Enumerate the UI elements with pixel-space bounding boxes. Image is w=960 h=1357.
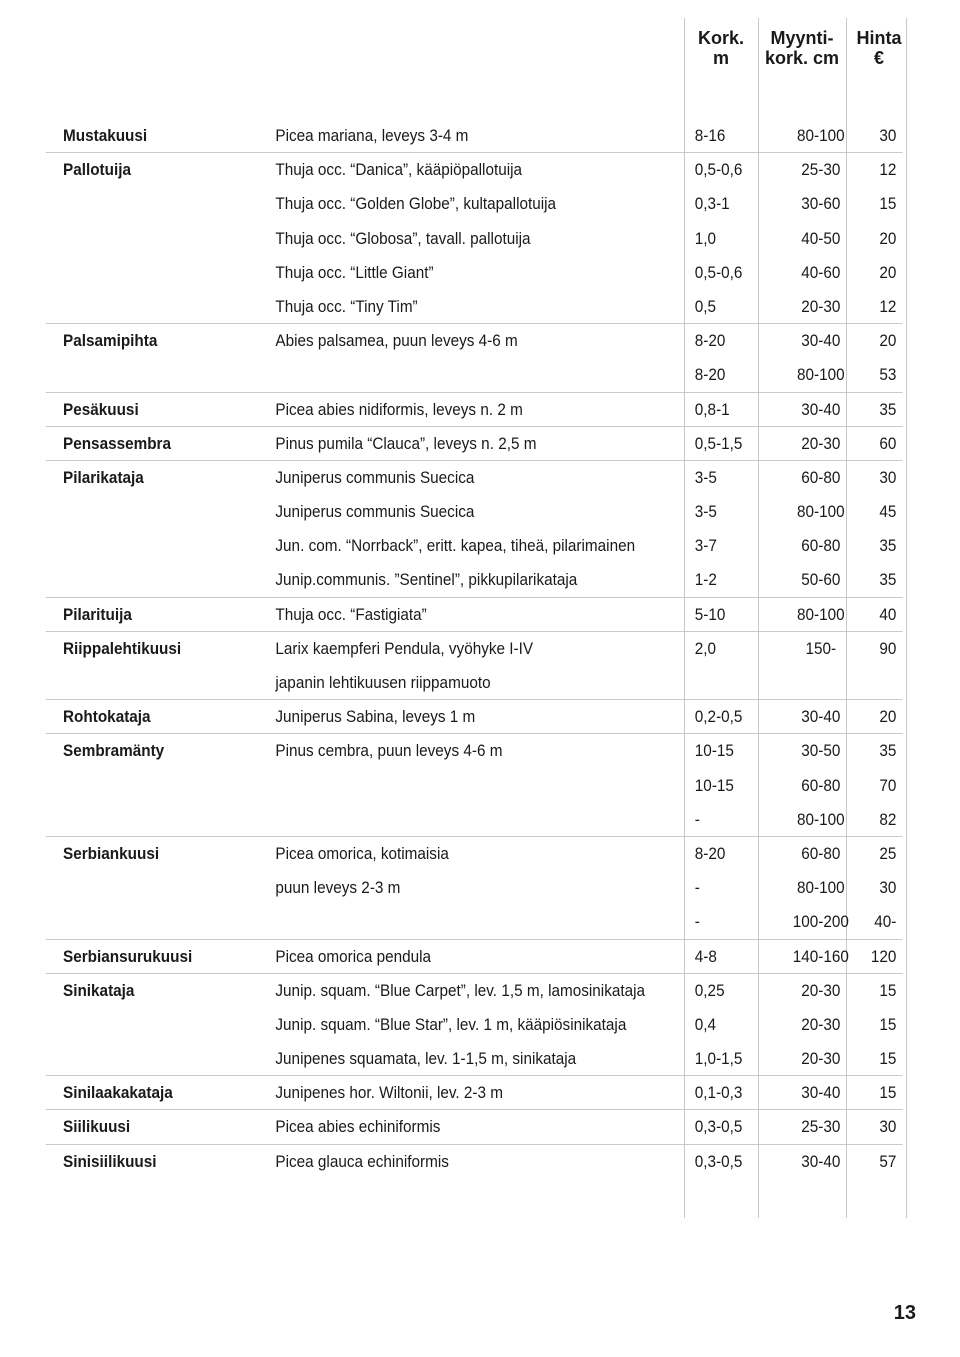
height-value: 0,5 [694,296,717,316]
price-value: 120 [870,946,897,966]
price-value: 15 [879,1083,897,1103]
sales-height-value: 50-60 [801,570,841,590]
botanical-name: Thuja occ. “Tiny Tim” [275,296,418,316]
plant-name: Serbiansurukuusi [63,946,193,966]
sales-height-value: 30-50 [801,741,841,761]
botanical-name: puun leveys 2-3 m [275,878,401,898]
botanical-name: Pinus cembra, puun leveys 4-6 m [275,741,503,761]
botanical-name: Pinus pumila “Clauca”, leveys n. 2,5 m [275,433,537,453]
table-row [0,358,959,392]
sales-height-value: 20-30 [801,296,841,316]
header-height-line1: Kork. [697,28,744,48]
botanical-name: Junip.communis. ”Sentinel”, pikkupilarikataja [275,570,578,590]
sales-height-value: 80-100 [796,878,845,898]
table-row [0,153,959,187]
height-value: 8-20 [694,843,726,863]
botanical-name: Thuja occ. “Little Giant” [275,262,434,282]
table-row [0,187,959,221]
height-value: 8-16 [694,126,726,145]
table-row [0,563,959,597]
plant-name: Rohtokataja [63,707,151,727]
table-row [0,222,959,256]
price-value: 12 [879,296,897,316]
header-sales-height [758,28,846,68]
height-value: 0,3-1 [694,194,730,214]
table-row [0,871,959,905]
price-value: 15 [879,194,897,214]
botanical-name: Larix kaempferi Pendula, vyöhyke I-IV [275,638,534,658]
sales-height-value: 20-30 [801,1014,841,1034]
height-value: 0,5-0,6 [694,262,743,282]
table-row [0,495,959,529]
price-value: 15 [879,1014,897,1034]
sales-height-value: 40-60 [801,262,841,282]
botanical-name: Thuja occ. “Globosa”, tavall. pallotuija [275,228,531,248]
header-height-line2: m [712,48,729,68]
plant-name: Pilarikataja [63,467,144,487]
table-row [0,1110,959,1144]
sales-height-value: 25-30 [801,1117,841,1137]
plant-name: Pallotuija [63,160,132,180]
botanical-name: Junip. squam. “Blue Star”, lev. 1 m, kääpiösinikataja [275,1014,627,1034]
price-value: 35 [879,536,897,556]
header-height [686,28,756,68]
header-price-line1: Hinta [856,28,902,48]
price-value: 25 [879,843,897,863]
plant-name: Sinisiilikuusi [63,1151,157,1171]
botanical-name: Jun. com. “Norrback”, eritt. kapea, tiheä, pilarimainen [275,536,636,556]
sales-height-value: 30-40 [801,1151,841,1171]
header-price [846,28,912,68]
height-value: - [694,809,700,829]
sales-height-value: 80-100 [796,126,845,145]
table-row [0,769,959,803]
price-value: 30 [879,878,897,898]
sales-height-value: 60-80 [801,536,841,556]
sales-height-value: 140-160 [792,946,849,966]
height-value: 10-15 [694,741,734,761]
price-value: 53 [879,365,897,385]
header-sales-height-line2: kork. cm [764,48,840,68]
sales-height-value: 20-30 [801,1049,841,1069]
botanical-name: Picea omorica pendula [275,946,432,966]
height-value: 1-2 [694,570,717,590]
sales-height-value: 30-40 [801,1083,841,1103]
sales-height-value: 150- [805,638,837,658]
botanical-name: Junipenes hor. Wiltonii, lev. 2-3 m [275,1083,504,1103]
botanical-name: Thuja occ. “Golden Globe”, kultapallotuija [275,194,557,214]
height-value: 0,5-1,5 [694,433,743,453]
table-row [0,290,959,324]
height-value: 3-5 [694,467,717,487]
sales-height-value: 80-100 [796,604,845,624]
height-value: 1,0 [694,228,717,248]
botanical-name: Picea glauca echiniformis [275,1151,449,1171]
sales-height-value: 60-80 [801,775,841,795]
price-value: 70 [879,775,897,795]
sales-height-value: 20-30 [801,980,841,1000]
header-sales-height-line1: Myynti- [770,28,834,48]
table-row [0,529,959,563]
price-value: 20 [879,228,897,248]
height-value: 0,8-1 [694,399,730,419]
height-value: 1,0-1,5 [694,1049,743,1069]
plant-name: Sinikataja [63,980,135,1000]
sales-height-value: 20-30 [801,433,841,453]
price-value: 15 [879,980,897,1000]
height-value: - [694,878,700,898]
price-value: 20 [879,707,897,727]
height-value: 0,4 [694,1014,717,1034]
table-row [0,461,959,495]
sales-height-value: 30-40 [801,399,841,419]
price-value: 35 [879,399,897,419]
table-row [0,119,959,153]
price-value: 15 [879,1049,897,1069]
price-value: 35 [879,570,897,590]
height-value: 4-8 [694,946,717,966]
height-value: 0,1-0,3 [694,1083,743,1103]
botanical-name: Thuja occ. “Fastigiata” [275,604,427,624]
price-value: 12 [879,160,897,180]
table-row [0,324,959,358]
height-value: 3-7 [694,536,717,556]
sales-height-value: 30-60 [801,194,841,214]
price-value: 60 [879,433,897,453]
sales-height-value: 25-30 [801,160,841,180]
price-value: 20 [879,331,897,351]
table-row [0,803,959,837]
botanical-name: Junip. squam. “Blue Carpet”, lev. 1,5 m, lamosinikataja [275,980,646,1000]
height-value: 0,2-0,5 [694,707,743,727]
page-number: 13 [893,1302,916,1324]
sales-height-value: 30-40 [801,707,841,727]
price-value: 30 [879,467,897,487]
sales-height-value: 100-200 [792,912,849,932]
table-row [0,940,959,974]
table-row [0,1008,959,1042]
botanical-name: Juniperus Sabina, leveys 1 m [275,707,476,727]
height-value: 10-15 [694,775,734,795]
table-row [0,598,959,632]
table-row [0,1042,959,1076]
plant-name: Serbiankuusi [63,843,160,863]
sales-height-value: 80-100 [796,502,845,522]
botanical-name: japanin lehtikuusen riippamuoto [275,673,491,692]
price-value: 40- [874,912,897,932]
table-row [0,905,959,939]
table-row [0,734,959,768]
price-value: 57 [879,1151,897,1171]
table-row [0,700,959,734]
sales-height-value: 80-100 [796,365,845,385]
sales-height-value: 60-80 [801,843,841,863]
botanical-name: Juniperus communis Suecica [275,502,475,522]
botanical-name: Picea omorica, kotimaisia [275,843,449,863]
botanical-name: Abies palsamea, puun leveys 4-6 m [275,331,518,351]
botanical-name: Picea mariana, leveys 3-4 m [275,126,469,145]
plant-name: Mustakuusi [63,126,148,145]
price-value: 90 [879,638,897,658]
height-value: 0,25 [694,980,725,1000]
plant-name: Pilarituija [63,604,132,624]
sales-height-value: 80-100 [796,809,845,829]
plant-name: Pesäkuusi [63,399,139,419]
plant-name: Siilikuusi [63,1117,131,1137]
table-row [0,666,959,700]
height-value: 8-20 [694,331,726,351]
botanical-name: Juniperus communis Suecica [275,467,475,487]
table-row [0,974,959,1008]
plant-name: Pensassembra [63,433,172,453]
header-price-line2: € [873,48,884,68]
plant-name: Palsamipihta [63,331,158,351]
plant-name: Sinilaakakataja [63,1083,173,1103]
price-value: 20 [879,262,897,282]
botanical-name: Thuja occ. “Danica”, kääpiöpallotuija [275,160,523,180]
table-row [0,837,959,871]
price-value [857,666,897,700]
price-value: 30 [879,126,897,145]
price-value: 35 [879,741,897,761]
botanical-name: Picea abies echiniformis [275,1117,441,1137]
table-row [0,256,959,290]
sales-height-value: 60-80 [801,467,841,487]
height-value: 8-20 [694,365,726,385]
table-row [0,393,959,427]
height-value: 0,3-0,5 [694,1151,743,1171]
price-value: 82 [879,809,897,829]
botanical-name: Picea abies nidiformis, leveys n. 2 m [275,399,523,419]
plant-name: Sembramänty [63,741,165,761]
table-row [0,427,959,461]
height-value: 3-5 [694,502,717,522]
botanical-name: Junipenes squamata, lev. 1-1,5 m, sinikataja [275,1049,577,1069]
table-row [0,632,959,666]
plant-table [0,119,960,1179]
sales-height-value: 30-40 [801,331,841,351]
table-row [0,1076,959,1110]
sales-height-value: 40-50 [801,228,841,248]
price-value: 45 [879,502,897,522]
height-value: 5-10 [694,604,726,624]
table-row [0,1145,959,1179]
height-value: 0,5-0,6 [694,160,743,180]
price-value: 40 [879,604,897,624]
price-value: 30 [879,1117,897,1137]
height-value: 2,0 [694,638,717,658]
height-value: 0,3-0,5 [694,1117,743,1137]
plant-name: Riippalehtikuusi [63,638,182,658]
height-value: - [694,912,700,932]
sales-height-value [776,666,866,700]
